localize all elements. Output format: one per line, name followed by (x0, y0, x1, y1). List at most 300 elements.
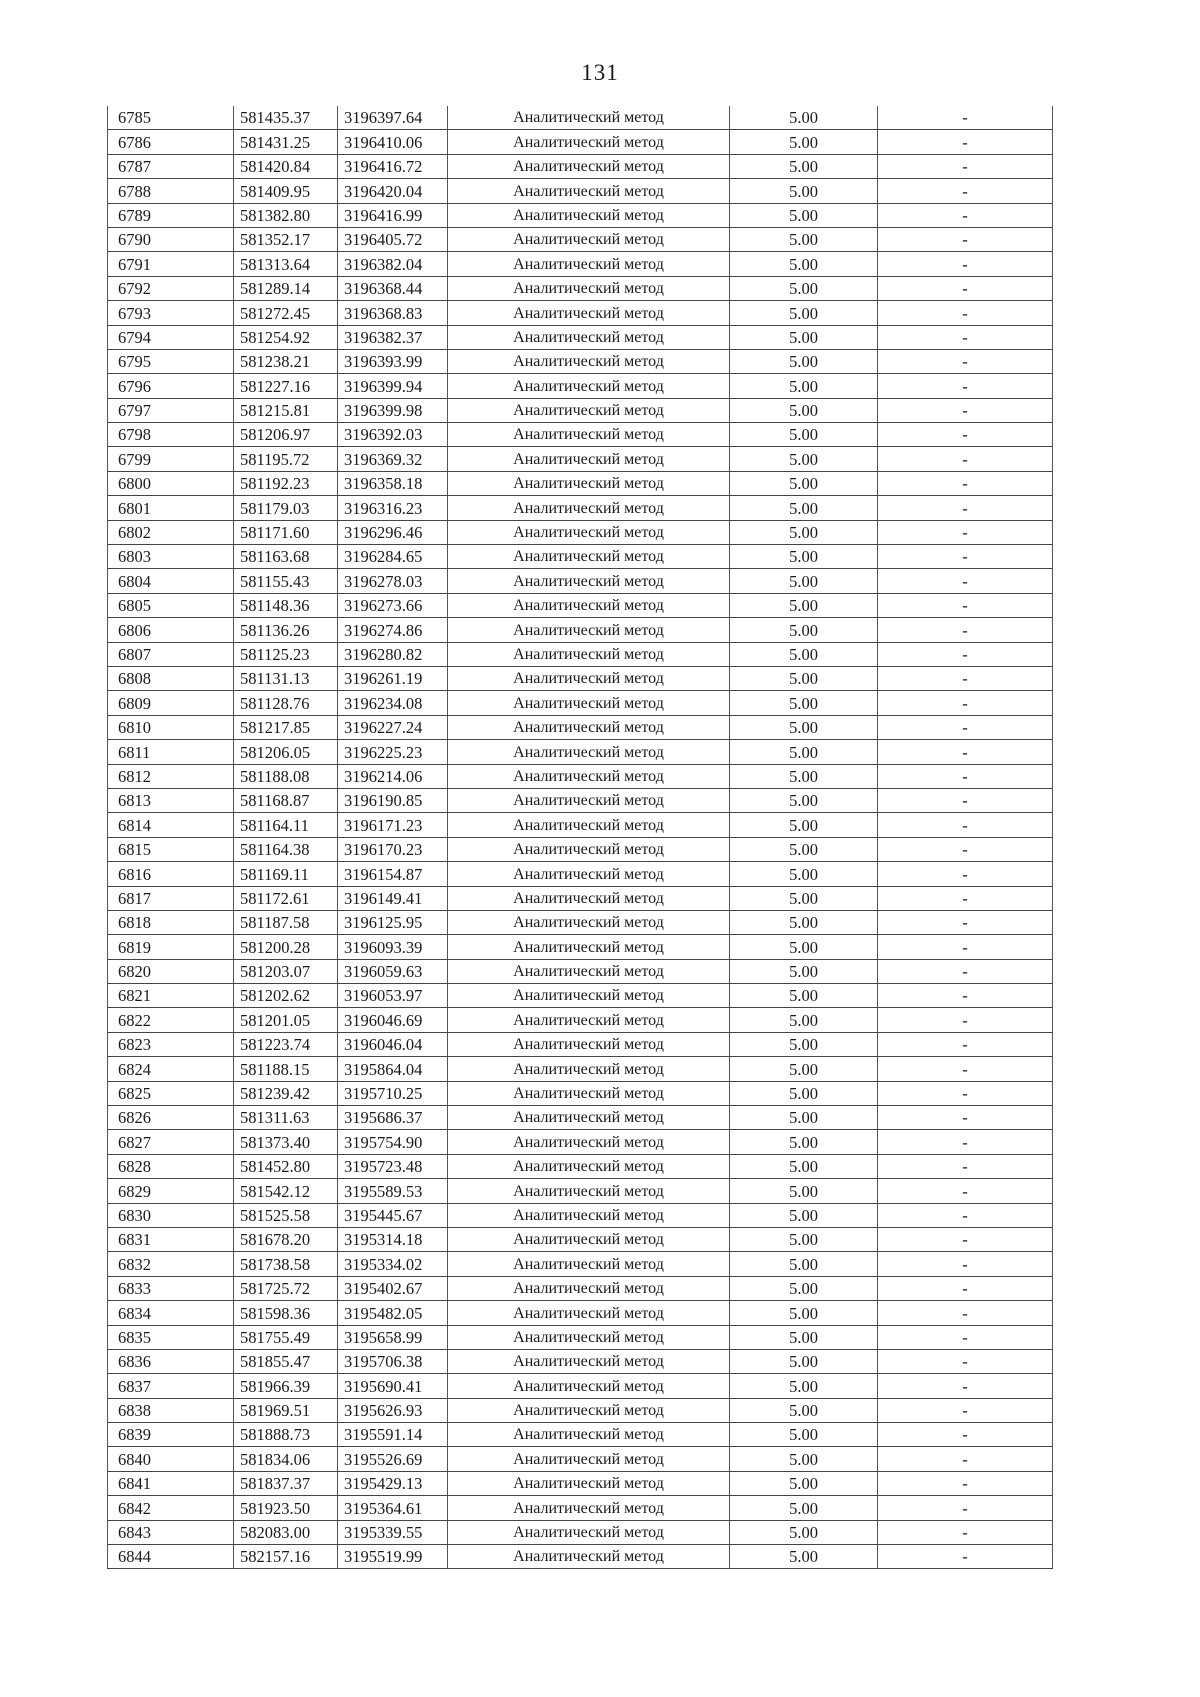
note-cell: - (878, 959, 1053, 983)
x-coordinate-cell: 581171.60 (234, 520, 338, 544)
table-row (108, 154, 1053, 178)
point-number-cell: 6800 (108, 471, 234, 495)
y-coordinate-cell: 3196273.66 (338, 593, 448, 617)
table-row (108, 1057, 1053, 1081)
point-number-cell: 6829 (108, 1179, 234, 1203)
point-number-cell: 6792 (108, 276, 234, 300)
x-coordinate-cell: 581966.39 (234, 1374, 338, 1398)
point-number-cell: 6834 (108, 1301, 234, 1325)
accuracy-cell: 5.00 (730, 227, 878, 251)
note-cell: - (878, 740, 1053, 764)
accuracy-cell: 5.00 (730, 618, 878, 642)
note-cell: - (878, 837, 1053, 861)
x-coordinate-cell: 581179.03 (234, 496, 338, 520)
accuracy-cell: 5.00 (730, 715, 878, 739)
x-coordinate-cell: 581969.51 (234, 1398, 338, 1422)
table-row (108, 1325, 1053, 1349)
method-cell: Аналитический метод (448, 715, 730, 739)
method-cell: Аналитический метод (448, 666, 730, 690)
table-row (108, 1008, 1053, 1032)
x-coordinate-cell: 581542.12 (234, 1179, 338, 1203)
x-coordinate-cell: 581435.37 (234, 106, 338, 130)
y-coordinate-cell: 3195626.93 (338, 1398, 448, 1422)
accuracy-cell: 5.00 (730, 1057, 878, 1081)
accuracy-cell: 5.00 (730, 593, 878, 617)
table-row (108, 569, 1053, 593)
point-number-cell: 6841 (108, 1471, 234, 1495)
y-coordinate-cell: 3196382.37 (338, 325, 448, 349)
x-coordinate-cell: 581169.11 (234, 862, 338, 886)
accuracy-cell: 5.00 (730, 666, 878, 690)
table-row (108, 203, 1053, 227)
table-row (108, 1520, 1053, 1544)
note-cell: - (878, 1349, 1053, 1373)
method-cell: Аналитический метод (448, 1179, 730, 1203)
note-cell: - (878, 1008, 1053, 1032)
point-number-cell: 6836 (108, 1349, 234, 1373)
table-row (108, 1252, 1053, 1276)
coordinates-table-body (108, 106, 1053, 1569)
y-coordinate-cell: 3196399.98 (338, 398, 448, 422)
method-cell: Аналитический метод (448, 276, 730, 300)
note-cell: - (878, 1252, 1053, 1276)
y-coordinate-cell: 3195706.38 (338, 1349, 448, 1373)
method-cell: Аналитический метод (448, 764, 730, 788)
point-number-cell: 6832 (108, 1252, 234, 1276)
accuracy-cell: 5.00 (730, 203, 878, 227)
point-number-cell: 6835 (108, 1325, 234, 1349)
x-coordinate-cell: 581227.16 (234, 374, 338, 398)
note-cell: - (878, 1496, 1053, 1520)
note-cell: - (878, 1227, 1053, 1251)
note-cell: - (878, 398, 1053, 422)
y-coordinate-cell: 3196399.94 (338, 374, 448, 398)
y-coordinate-cell: 3196368.83 (338, 301, 448, 325)
point-number-cell: 6823 (108, 1032, 234, 1056)
table-row (108, 837, 1053, 861)
y-coordinate-cell: 3196261.19 (338, 666, 448, 690)
y-coordinate-cell: 3195429.13 (338, 1471, 448, 1495)
note-cell: - (878, 349, 1053, 373)
note-cell: - (878, 886, 1053, 910)
x-coordinate-cell: 581725.72 (234, 1276, 338, 1300)
table-row (108, 349, 1053, 373)
note-cell: - (878, 862, 1053, 886)
y-coordinate-cell: 3195402.67 (338, 1276, 448, 1300)
y-coordinate-cell: 3196296.46 (338, 520, 448, 544)
method-cell: Аналитический метод (448, 496, 730, 520)
x-coordinate-cell: 581187.58 (234, 910, 338, 934)
table-row (108, 227, 1053, 251)
point-number-cell: 6808 (108, 666, 234, 690)
y-coordinate-cell: 3196225.23 (338, 740, 448, 764)
method-cell: Аналитический метод (448, 593, 730, 617)
method-cell: Аналитический метод (448, 984, 730, 1008)
x-coordinate-cell: 581525.58 (234, 1203, 338, 1227)
x-coordinate-cell: 581188.08 (234, 764, 338, 788)
note-cell: - (878, 276, 1053, 300)
x-coordinate-cell: 581289.14 (234, 276, 338, 300)
x-coordinate-cell: 581855.47 (234, 1349, 338, 1373)
method-cell: Аналитический метод (448, 1471, 730, 1495)
point-number-cell: 6840 (108, 1447, 234, 1471)
y-coordinate-cell: 3195339.55 (338, 1520, 448, 1544)
accuracy-cell: 5.00 (730, 1398, 878, 1422)
table-row (108, 642, 1053, 666)
x-coordinate-cell: 581168.87 (234, 788, 338, 812)
table-row (108, 1471, 1053, 1495)
x-coordinate-cell: 581678.20 (234, 1227, 338, 1251)
method-cell: Аналитический метод (448, 837, 730, 861)
accuracy-cell: 5.00 (730, 252, 878, 276)
note-cell: - (878, 374, 1053, 398)
x-coordinate-cell: 581206.97 (234, 423, 338, 447)
x-coordinate-cell: 581201.05 (234, 1008, 338, 1032)
accuracy-cell: 5.00 (730, 301, 878, 325)
x-coordinate-cell: 581352.17 (234, 227, 338, 251)
coordinates-table (107, 106, 1053, 1569)
note-cell: - (878, 1081, 1053, 1105)
accuracy-cell: 5.00 (730, 862, 878, 886)
accuracy-cell: 5.00 (730, 1447, 878, 1471)
method-cell: Аналитический метод (448, 1349, 730, 1373)
method-cell: Аналитический метод (448, 325, 730, 349)
accuracy-cell: 5.00 (730, 1349, 878, 1373)
point-number-cell: 6819 (108, 935, 234, 959)
table-row (108, 423, 1053, 447)
y-coordinate-cell: 3195723.48 (338, 1154, 448, 1178)
note-cell: - (878, 1545, 1053, 1569)
x-coordinate-cell: 581923.50 (234, 1496, 338, 1520)
table-row (108, 910, 1053, 934)
table-row (108, 618, 1053, 642)
y-coordinate-cell: 3195710.25 (338, 1081, 448, 1105)
note-cell: - (878, 569, 1053, 593)
y-coordinate-cell: 3195686.37 (338, 1106, 448, 1130)
note-cell: - (878, 691, 1053, 715)
method-cell: Аналитический метод (448, 1374, 730, 1398)
accuracy-cell: 5.00 (730, 1325, 878, 1349)
note-cell: - (878, 203, 1053, 227)
table-row (108, 1301, 1053, 1325)
point-number-cell: 6816 (108, 862, 234, 886)
y-coordinate-cell: 3196190.85 (338, 788, 448, 812)
y-coordinate-cell: 3196392.03 (338, 423, 448, 447)
note-cell: - (878, 471, 1053, 495)
table-row (108, 1154, 1053, 1178)
x-coordinate-cell: 581172.61 (234, 886, 338, 910)
method-cell: Аналитический метод (448, 569, 730, 593)
y-coordinate-cell: 3196416.99 (338, 203, 448, 227)
table-row (108, 593, 1053, 617)
accuracy-cell: 5.00 (730, 813, 878, 837)
y-coordinate-cell: 3196227.24 (338, 715, 448, 739)
table-row (108, 1398, 1053, 1422)
point-number-cell: 6803 (108, 545, 234, 569)
table-row (108, 252, 1053, 276)
table-row (108, 398, 1053, 422)
method-cell: Аналитический метод (448, 1252, 730, 1276)
note-cell: - (878, 788, 1053, 812)
x-coordinate-cell: 581125.23 (234, 642, 338, 666)
point-number-cell: 6798 (108, 423, 234, 447)
accuracy-cell: 5.00 (730, 276, 878, 300)
y-coordinate-cell: 3195482.05 (338, 1301, 448, 1325)
point-number-cell: 6811 (108, 740, 234, 764)
x-coordinate-cell: 581431.25 (234, 130, 338, 154)
table-row (108, 1374, 1053, 1398)
point-number-cell: 6810 (108, 715, 234, 739)
method-cell: Аналитический метод (448, 1276, 730, 1300)
x-coordinate-cell: 581382.80 (234, 203, 338, 227)
note-cell: - (878, 1374, 1053, 1398)
y-coordinate-cell: 3196125.95 (338, 910, 448, 934)
table-row (108, 1276, 1053, 1300)
accuracy-cell: 5.00 (730, 1301, 878, 1325)
accuracy-cell: 5.00 (730, 398, 878, 422)
accuracy-cell: 5.00 (730, 349, 878, 373)
table-row (108, 520, 1053, 544)
method-cell: Аналитический метод (448, 691, 730, 715)
note-cell: - (878, 227, 1053, 251)
x-coordinate-cell: 581738.58 (234, 1252, 338, 1276)
x-coordinate-cell: 581311.63 (234, 1106, 338, 1130)
accuracy-cell: 5.00 (730, 545, 878, 569)
accuracy-cell: 5.00 (730, 1374, 878, 1398)
y-coordinate-cell: 3196284.65 (338, 545, 448, 569)
method-cell: Аналитический метод (448, 1154, 730, 1178)
point-number-cell: 6826 (108, 1106, 234, 1130)
table-row (108, 935, 1053, 959)
method-cell: Аналитический метод (448, 447, 730, 471)
table-row (108, 1496, 1053, 1520)
table-row (108, 276, 1053, 300)
x-coordinate-cell: 581148.36 (234, 593, 338, 617)
x-coordinate-cell: 581254.92 (234, 325, 338, 349)
point-number-cell: 6788 (108, 179, 234, 203)
x-coordinate-cell: 581195.72 (234, 447, 338, 471)
method-cell: Аналитический метод (448, 1325, 730, 1349)
note-cell: - (878, 130, 1053, 154)
accuracy-cell: 5.00 (730, 496, 878, 520)
y-coordinate-cell: 3195364.61 (338, 1496, 448, 1520)
x-coordinate-cell: 581203.07 (234, 959, 338, 983)
y-coordinate-cell: 3196046.69 (338, 1008, 448, 1032)
y-coordinate-cell: 3195526.69 (338, 1447, 448, 1471)
y-coordinate-cell: 3196416.72 (338, 154, 448, 178)
method-cell: Аналитический метод (448, 1496, 730, 1520)
accuracy-cell: 5.00 (730, 1423, 878, 1447)
accuracy-cell: 5.00 (730, 130, 878, 154)
note-cell: - (878, 1398, 1053, 1422)
note-cell: - (878, 447, 1053, 471)
y-coordinate-cell: 3195690.41 (338, 1374, 448, 1398)
accuracy-cell: 5.00 (730, 959, 878, 983)
note-cell: - (878, 764, 1053, 788)
y-coordinate-cell: 3196149.41 (338, 886, 448, 910)
accuracy-cell: 5.00 (730, 447, 878, 471)
accuracy-cell: 5.00 (730, 1032, 878, 1056)
point-number-cell: 6795 (108, 349, 234, 373)
x-coordinate-cell: 581239.42 (234, 1081, 338, 1105)
method-cell: Аналитический метод (448, 203, 730, 227)
table-row (108, 959, 1053, 983)
note-cell: - (878, 325, 1053, 349)
note-cell: - (878, 1447, 1053, 1471)
x-coordinate-cell: 581313.64 (234, 252, 338, 276)
y-coordinate-cell: 3195314.18 (338, 1227, 448, 1251)
point-number-cell: 6812 (108, 764, 234, 788)
point-number-cell: 6805 (108, 593, 234, 617)
y-coordinate-cell: 3196278.03 (338, 569, 448, 593)
method-cell: Аналитический метод (448, 1032, 730, 1056)
point-number-cell: 6838 (108, 1398, 234, 1422)
y-coordinate-cell: 3196358.18 (338, 471, 448, 495)
y-coordinate-cell: 3195589.53 (338, 1179, 448, 1203)
note-cell: - (878, 520, 1053, 544)
y-coordinate-cell: 3196393.99 (338, 349, 448, 373)
point-number-cell: 6801 (108, 496, 234, 520)
x-coordinate-cell: 581888.73 (234, 1423, 338, 1447)
point-number-cell: 6824 (108, 1057, 234, 1081)
table-row (108, 1227, 1053, 1251)
x-coordinate-cell: 581452.80 (234, 1154, 338, 1178)
point-number-cell: 6806 (108, 618, 234, 642)
accuracy-cell: 5.00 (730, 1276, 878, 1300)
method-cell: Аналитический метод (448, 374, 730, 398)
method-cell: Аналитический метод (448, 1301, 730, 1325)
method-cell: Аналитический метод (448, 471, 730, 495)
point-number-cell: 6797 (108, 398, 234, 422)
method-cell: Аналитический метод (448, 227, 730, 251)
accuracy-cell: 5.00 (730, 1471, 878, 1495)
note-cell: - (878, 1423, 1053, 1447)
accuracy-cell: 5.00 (730, 1227, 878, 1251)
y-coordinate-cell: 3196280.82 (338, 642, 448, 666)
note-cell: - (878, 1301, 1053, 1325)
y-coordinate-cell: 3196171.23 (338, 813, 448, 837)
x-coordinate-cell: 581223.74 (234, 1032, 338, 1056)
table-row (108, 1423, 1053, 1447)
table-row (108, 886, 1053, 910)
method-cell: Аналитический метод (448, 886, 730, 910)
table-row (108, 691, 1053, 715)
table-row (108, 764, 1053, 788)
table-row (108, 179, 1053, 203)
accuracy-cell: 5.00 (730, 569, 878, 593)
x-coordinate-cell: 581155.43 (234, 569, 338, 593)
x-coordinate-cell: 581192.23 (234, 471, 338, 495)
accuracy-cell: 5.00 (730, 154, 878, 178)
note-cell: - (878, 1057, 1053, 1081)
point-number-cell: 6844 (108, 1545, 234, 1569)
note-cell: - (878, 252, 1053, 276)
accuracy-cell: 5.00 (730, 764, 878, 788)
table-row (108, 788, 1053, 812)
note-cell: - (878, 545, 1053, 569)
note-cell: - (878, 1520, 1053, 1544)
y-coordinate-cell: 3196274.86 (338, 618, 448, 642)
note-cell: - (878, 1032, 1053, 1056)
accuracy-cell: 5.00 (730, 520, 878, 544)
point-number-cell: 6794 (108, 325, 234, 349)
accuracy-cell: 5.00 (730, 691, 878, 715)
note-cell: - (878, 642, 1053, 666)
table-row (108, 1032, 1053, 1056)
point-number-cell: 6820 (108, 959, 234, 983)
method-cell: Аналитический метод (448, 1106, 730, 1130)
method-cell: Аналитический метод (448, 154, 730, 178)
table-row (108, 1130, 1053, 1154)
accuracy-cell: 5.00 (730, 1179, 878, 1203)
point-number-cell: 6802 (108, 520, 234, 544)
table-row (108, 984, 1053, 1008)
accuracy-cell: 5.00 (730, 179, 878, 203)
note-cell: - (878, 106, 1053, 130)
method-cell: Аналитический метод (448, 545, 730, 569)
y-coordinate-cell: 3195519.99 (338, 1545, 448, 1569)
method-cell: Аналитический метод (448, 788, 730, 812)
method-cell: Аналитический метод (448, 813, 730, 837)
point-number-cell: 6843 (108, 1520, 234, 1544)
accuracy-cell: 5.00 (730, 1252, 878, 1276)
x-coordinate-cell: 581598.36 (234, 1301, 338, 1325)
method-cell: Аналитический метод (448, 935, 730, 959)
method-cell: Аналитический метод (448, 179, 730, 203)
table-row (108, 545, 1053, 569)
y-coordinate-cell: 3195334.02 (338, 1252, 448, 1276)
y-coordinate-cell: 3196214.06 (338, 764, 448, 788)
method-cell: Аналитический метод (448, 1423, 730, 1447)
point-number-cell: 6833 (108, 1276, 234, 1300)
table-row (108, 106, 1053, 130)
method-cell: Аналитический метод (448, 252, 730, 276)
y-coordinate-cell: 3196093.39 (338, 935, 448, 959)
point-number-cell: 6789 (108, 203, 234, 227)
accuracy-cell: 5.00 (730, 886, 878, 910)
method-cell: Аналитический метод (448, 910, 730, 934)
note-cell: - (878, 1130, 1053, 1154)
x-coordinate-cell: 581131.13 (234, 666, 338, 690)
note-cell: - (878, 154, 1053, 178)
y-coordinate-cell: 3196420.04 (338, 179, 448, 203)
table-row (108, 471, 1053, 495)
y-coordinate-cell: 3196369.32 (338, 447, 448, 471)
note-cell: - (878, 984, 1053, 1008)
point-number-cell: 6785 (108, 106, 234, 130)
y-coordinate-cell: 3196405.72 (338, 227, 448, 251)
accuracy-cell: 5.00 (730, 423, 878, 447)
y-coordinate-cell: 3196234.08 (338, 691, 448, 715)
point-number-cell: 6807 (108, 642, 234, 666)
x-coordinate-cell: 581164.11 (234, 813, 338, 837)
note-cell: - (878, 813, 1053, 837)
accuracy-cell: 5.00 (730, 1520, 878, 1544)
point-number-cell: 6837 (108, 1374, 234, 1398)
table-row (108, 862, 1053, 886)
method-cell: Аналитический метод (448, 618, 730, 642)
x-coordinate-cell: 582157.16 (234, 1545, 338, 1569)
accuracy-cell: 5.00 (730, 837, 878, 861)
accuracy-cell: 5.00 (730, 984, 878, 1008)
y-coordinate-cell: 3195591.14 (338, 1423, 448, 1447)
point-number-cell: 6817 (108, 886, 234, 910)
table-row (108, 1081, 1053, 1105)
x-coordinate-cell: 581420.84 (234, 154, 338, 178)
note-cell: - (878, 179, 1053, 203)
table-row (108, 813, 1053, 837)
table-row (108, 1203, 1053, 1227)
